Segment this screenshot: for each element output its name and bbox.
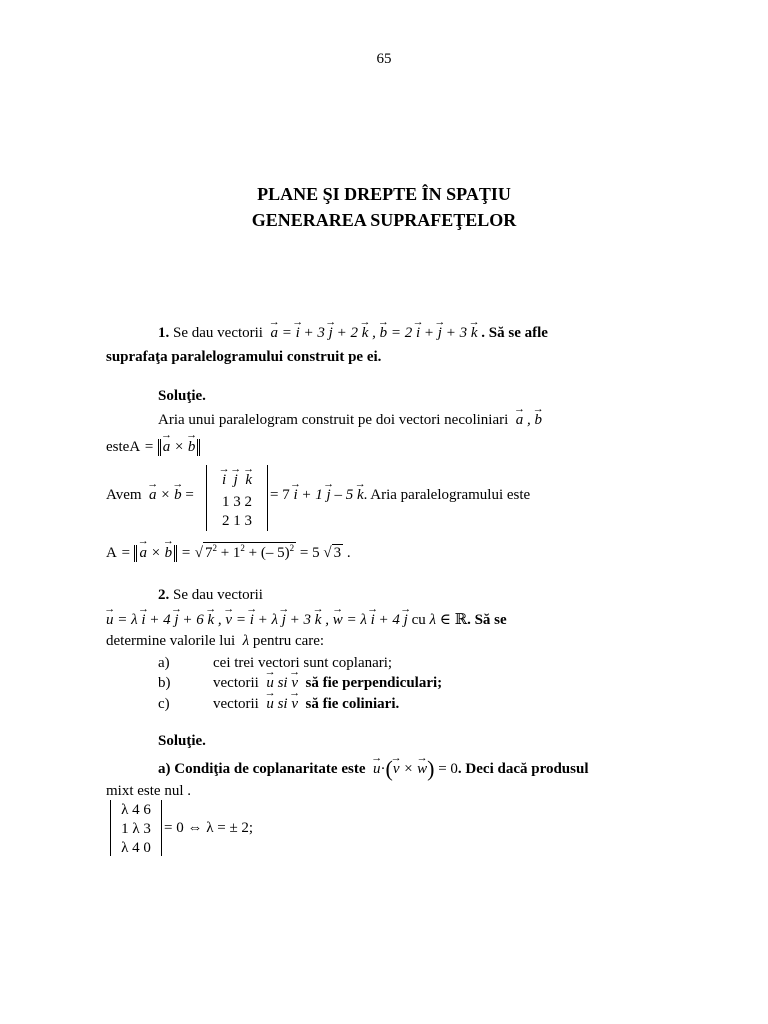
item-c-label: c) [158,696,170,712]
det2-row-3: λ 4 0 [121,840,151,856]
problem-1-line1 [158,326,548,341]
solution-1-avem-label: Avem → a × → b = [106,488,194,503]
problem-2-line3-end: pentru care: [252,633,325,649]
det2-row-1: λ 4 6 [121,802,151,818]
coplanarity-result: = 0 ⇔ λ = ± 2; [164,820,254,836]
solution-2-line2: mixt este nul . [106,783,191,799]
chapter-title-line1: PLANE ŞI DREPTE ÎN SPAŢIU [257,184,511,204]
det1-row-1: → i → j → k [207,473,267,488]
solution-1-line2: esteA = → a × → b [106,439,200,456]
item-b-text: vectorii → u si → v să fie perpendiculari; [213,676,442,691]
solution-2-a-text: Condiţia de coplanaritate este [174,761,366,777]
solution-1-aria-text: . Aria paralelogramului este [363,487,531,503]
coplanarity-determinant [110,800,162,856]
problem-1-number: 1. [158,325,170,341]
item-c-si: si [277,696,288,712]
item-b-vectorii: vectorii [213,675,259,691]
item-c-text: vectorii → u si → v să fie coliniari. [213,697,399,712]
cross-product-result: = 7 → i + 1 → j – 5 → k. Aria paralelogramului este [270,488,530,503]
item-a-label: a) [158,655,170,671]
item-c-vectorii: vectorii [213,696,259,712]
item-b-condition: să fie perpendiculari; [305,675,443,691]
item-c-condition: să fie coliniari. [305,696,400,712]
item-b-label: b) [158,675,171,691]
solution-1-este: este [106,439,130,455]
problem-1-line2: suprafaţa paralelogramului construit pe ei. [106,349,382,365]
item-a-text: cei trei vectori sunt coplanari; [213,655,393,671]
solution-2-line-a: a) Condiţia de coplanaritate este → u·(→ v × → w) = 0. Deci dacă produsul [158,758,589,780]
page-number: 65 [376,51,392,67]
cross-product-determinant [206,465,268,531]
det1-row-2: 1 3 2 [222,494,252,510]
chapter-title-line2: GENERAREA SUPRAFEŢELOR [251,210,517,230]
problem-2-vectors: → u = λ → i + 4 → j + 6 → k , → v = → i + λ → j + 3 → k , → w = λ → i + 4 → j cu λ ∈ ℝ. Să se [106,613,507,628]
area-result: A = → a × → b = √ $7^2 + 1^2$ + (– 5)$^2$ = 5 √ 3 . [106,542,351,562]
problem-2-line3-text: determine valorile lui [106,633,236,649]
solution-1-line1: Aria unui paralelogram construit pe doi vectori necoliniari → a , → b [158,413,542,428]
det1-row-3: 2 1 3 [222,513,252,529]
item-b-si: si [277,675,288,691]
solution-2-heading: Soluţie. [158,733,206,749]
solution-2-a-end: . Deci dacă produsul [457,761,589,777]
det2-row-2: 1 λ 3 [121,821,151,837]
solution-1-avem: Avem [106,487,142,503]
problem-1-task-end: . Să se afle [481,325,548,341]
problem-1-vectors: → a = → i + 3 → j + 2 → k , → b = 2 → i + → j + 3 → k [270,325,477,341]
solution-1-line1-text: Aria unui paralelogram construit pe doi vectori necoliniari [158,412,509,428]
area-result-value: = 5 [299,545,320,561]
problem-1-intro: Se dau vectorii [173,325,263,341]
problem-2-number: 2. [158,587,170,603]
solution-2-a-label: a) [158,761,171,777]
problem-2-task-end: . Să se [467,612,507,628]
solution-1-heading: Soluţie. [158,388,206,404]
problem-2-intro: Se dau vectorii [173,587,263,603]
problem-2-line1 [158,588,263,603]
problem-2-line3: determine valorile lui λ pentru care: [106,633,325,649]
